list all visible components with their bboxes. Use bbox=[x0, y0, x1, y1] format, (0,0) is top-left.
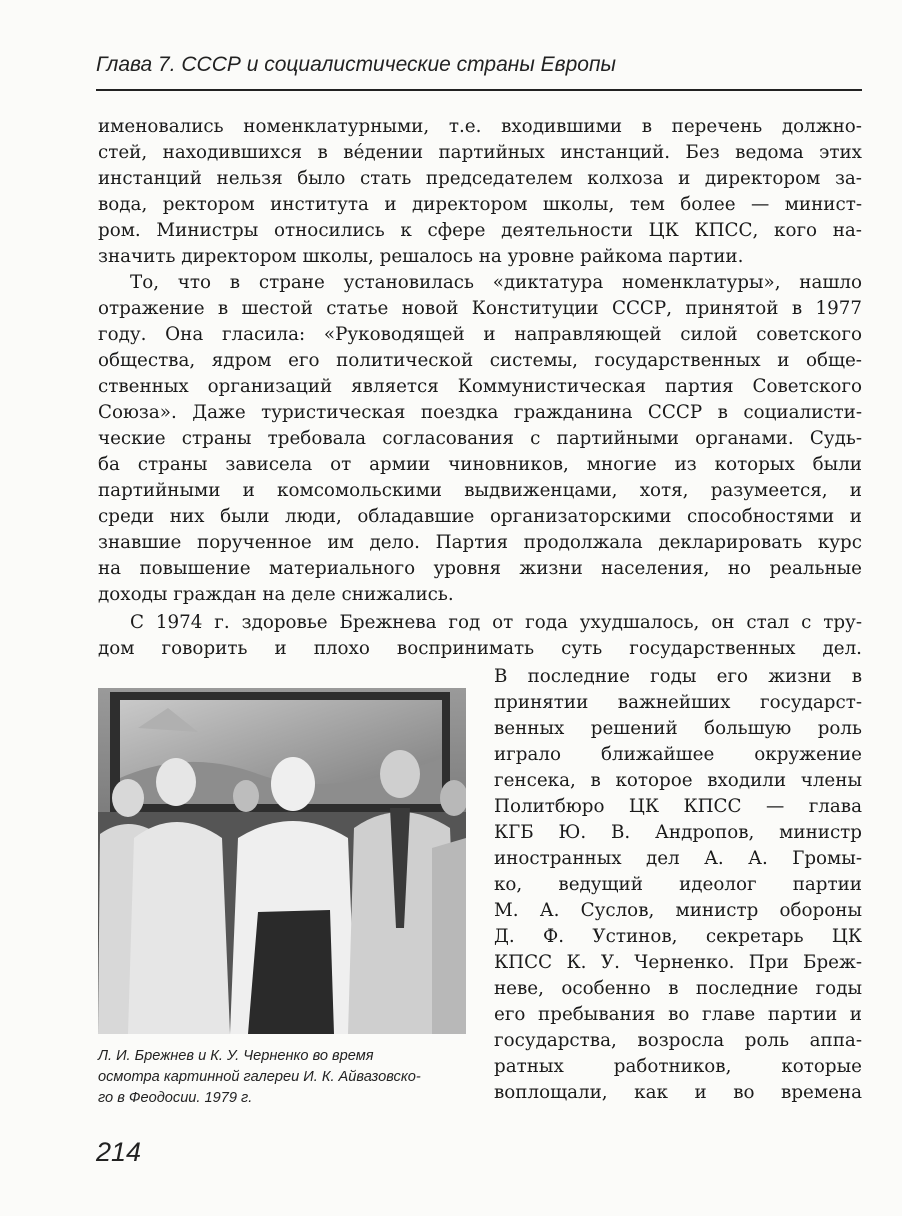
right-column-line: ратных работников, которые bbox=[494, 1056, 862, 1077]
right-column-line: его пребывания во главе партии и bbox=[494, 1004, 862, 1025]
right-column-line: генсека, в которое входили члены bbox=[494, 770, 862, 791]
right-column-line: ко, ведущий идеолог партии bbox=[494, 874, 862, 895]
text-line: То, что в стране установилась «диктатура номенклатуры», нашло bbox=[130, 272, 862, 293]
right-column-line: принятии важнейших государст- bbox=[494, 692, 862, 713]
text-line: партийными и комсомольскими выдвиженцами, хотя, разумеется, и bbox=[98, 480, 862, 501]
caption-line: Л. И. Брежнев и К. У. Черненко во время bbox=[98, 1048, 374, 1064]
right-column-line: В последние годы его жизни в bbox=[494, 666, 862, 687]
text-line: отражение в шестой статье новой Конституции СССР, принятой в 1977 bbox=[98, 298, 862, 319]
text-line: на повышение материального уровня жизни населения, но реальные bbox=[98, 558, 862, 579]
right-column-line: М. А. Суслов, министр обороны bbox=[494, 900, 862, 921]
right-column-line: венных решений большую роль bbox=[494, 718, 862, 739]
text-line: С 1974 г. здоровье Брежнева год от года ухудшалось, он стал с тру- bbox=[130, 612, 862, 633]
text-line: стей, находившихся в ве́дении партийных инстанций. Без ведома этих bbox=[98, 142, 862, 163]
text-line: знавшие порученное им дело. Партия продолжала декларировать курс bbox=[98, 532, 862, 553]
right-column-line: воплощали, как и во времена bbox=[494, 1082, 862, 1103]
text-line: инстанций нельзя было стать председателем колхоза и директором за- bbox=[98, 168, 862, 189]
caption-line: осмотра картинной галереи И. К. Айвазовско- bbox=[98, 1069, 421, 1085]
text-line: ственных организаций является Коммунистическая партия Советского bbox=[98, 376, 862, 397]
right-column-line: КГБ Ю. В. Андропов, министр bbox=[494, 822, 862, 843]
right-column-line: Политбюро ЦК КПСС — глава bbox=[494, 796, 862, 817]
text-line: доходы граждан на деле снижались. bbox=[98, 584, 454, 605]
caption-line: го в Феодосии. 1979 г. bbox=[98, 1090, 253, 1106]
text-line: году. Она гласила: «Руководящей и направляющей силой советского bbox=[98, 324, 862, 345]
page-number: 214 bbox=[96, 1137, 142, 1167]
right-column-line: КПСС К. У. Черненко. При Бреж- bbox=[494, 952, 862, 973]
right-column-line: играло ближайшее окружение bbox=[494, 744, 862, 765]
text-line: значить директором школы, решалось на уровне райкома партии. bbox=[98, 246, 744, 267]
text-line: ба страны зависела от армии чиновников, многие из которых были bbox=[98, 454, 862, 475]
right-column-line: неве, особенно в последние годы bbox=[494, 978, 862, 999]
text-line: общества, ядром его политической системы, государственных и обще- bbox=[98, 350, 862, 371]
photo-illustration bbox=[98, 688, 466, 1034]
header-rule bbox=[96, 89, 862, 91]
right-column-line: иностранных дел А. А. Громы- bbox=[494, 848, 862, 869]
text-line: ром. Министры относились к сфере деятельности ЦК КПСС, кого на- bbox=[98, 220, 862, 241]
right-column-line: государства, возросла роль аппа- bbox=[494, 1030, 862, 1051]
photo-caption bbox=[98, 1046, 466, 1109]
text-line: дом говорить и плохо воспринимать суть государственных дел. bbox=[98, 638, 862, 659]
right-column-line: Д. Ф. Устинов, секретарь ЦК bbox=[494, 926, 862, 947]
text-line: вода, ректором института и директором школы, тем более — минист- bbox=[98, 194, 862, 215]
chapter-header: Глава 7. СССР и социалистические страны Европы bbox=[96, 53, 616, 76]
historical-photo bbox=[98, 688, 466, 1034]
text-line: Союза». Даже туристическая поездка гражданина СССР в социалисти- bbox=[98, 402, 862, 423]
text-line: среди них были люди, обладавшие организаторскими способностями и bbox=[98, 506, 862, 527]
text-line: ческие страны требовала согласования с партийными органами. Судь- bbox=[98, 428, 862, 449]
text-line: именовались номенклатурными, т.е. входившими в перечень должно- bbox=[98, 116, 862, 137]
